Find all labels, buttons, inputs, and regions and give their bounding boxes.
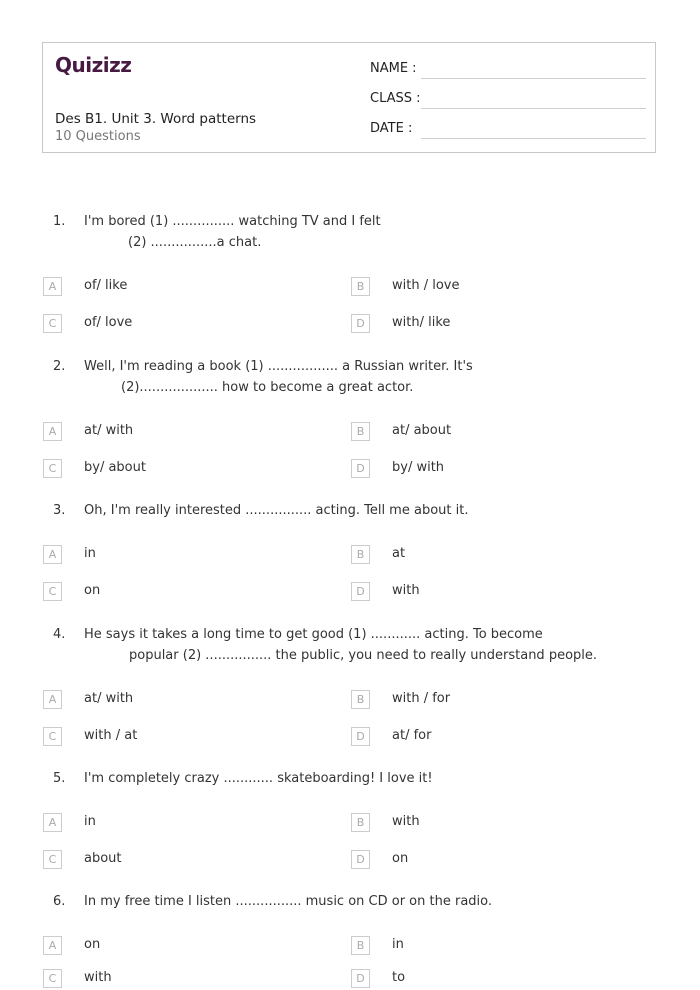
option-text[interactable]: on [392,851,409,866]
option-letter[interactable]: C [43,582,62,601]
option-text[interactable]: to [392,970,406,985]
option-letter[interactable]: D [351,582,370,601]
question-number: 4. [53,627,66,642]
option-text[interactable]: on [84,937,101,952]
question-number: 5. [53,771,66,786]
question-text: I'm bored (1) ............... watching TV and I felt [84,214,381,229]
option-text[interactable]: of/ love [84,315,133,330]
option-letter[interactable]: C [43,727,62,746]
question-number: 1. [53,214,66,229]
question-text: Oh, I'm really interested ................ acting. Tell me about it. [84,503,469,518]
option-letter[interactable]: A [43,813,62,832]
option-text[interactable]: with / at [84,728,138,743]
option-text[interactable]: at [392,546,406,561]
option-letter[interactable]: D [351,314,370,333]
question-text: Well, I'm reading a book (1) ................. a Russian writer. It's [84,359,473,374]
question-text: In my free time I listen ................ music on CD or on the radio. [84,894,493,909]
question-text: I'm completely crazy ............ skateboarding! I love it! [84,771,433,786]
option-letter[interactable]: D [351,969,370,988]
option-letter[interactable]: A [43,690,62,709]
class-line [421,108,646,109]
option-text[interactable]: in [84,814,96,829]
option-letter[interactable]: A [43,422,62,441]
question-text-cont: popular (2) ................ the public, you need to really understand people. [129,648,598,663]
question-number: 6. [53,894,66,909]
option-letter[interactable]: B [351,936,370,955]
date-line [421,138,646,139]
option-letter[interactable]: D [351,850,370,869]
name-line [421,78,646,79]
option-text[interactable]: about [84,851,122,866]
question-number: 2. [53,359,66,374]
option-letter[interactable]: A [43,277,62,296]
option-letter[interactable]: C [43,459,62,478]
option-text[interactable]: in [392,937,404,952]
option-letter[interactable]: B [351,277,370,296]
option-text[interactable]: with / for [392,691,451,706]
option-letter[interactable]: D [351,727,370,746]
option-letter[interactable]: B [351,545,370,564]
worksheet-header [42,42,656,153]
question-number: 3. [53,503,66,518]
question-text-cont: (2) ................a chat. [128,235,262,250]
option-text[interactable]: of/ like [84,278,128,293]
option-text[interactable]: by/ about [84,460,146,475]
option-text[interactable]: in [84,546,96,561]
option-text[interactable]: at/ with [84,691,134,706]
option-letter[interactable]: B [351,813,370,832]
option-text[interactable]: at/ about [392,423,452,438]
worksheet-title: Des B1. Unit 3. Word patterns [55,111,257,127]
option-text[interactable]: by/ with [392,460,445,475]
option-text[interactable]: at/ for [392,728,432,743]
option-letter[interactable]: D [351,459,370,478]
question-text-cont: (2)................... how to become a great actor. [121,380,414,395]
option-text[interactable]: at/ with [84,423,134,438]
question-count: 10 Questions [55,129,141,144]
option-letter[interactable]: B [351,422,370,441]
option-text[interactable]: with [392,814,420,829]
option-text[interactable]: with [392,583,420,598]
quizizz-logo: Quizizz [55,53,132,77]
option-text[interactable]: with / love [392,278,460,293]
option-letter[interactable]: B [351,690,370,709]
option-text[interactable]: with [84,970,112,985]
option-letter[interactable]: A [43,545,62,564]
question-text: He says it takes a long time to get good (1) ............ acting. To become [84,627,543,642]
option-text[interactable]: with/ like [392,315,451,330]
option-letter[interactable]: C [43,850,62,869]
name-label: NAME : [370,61,417,76]
option-letter[interactable]: C [43,314,62,333]
class-label: CLASS : [370,91,421,106]
option-letter[interactable]: C [43,969,62,988]
option-letter[interactable]: A [43,936,62,955]
date-label: DATE : [370,121,413,136]
option-text[interactable]: on [84,583,101,598]
